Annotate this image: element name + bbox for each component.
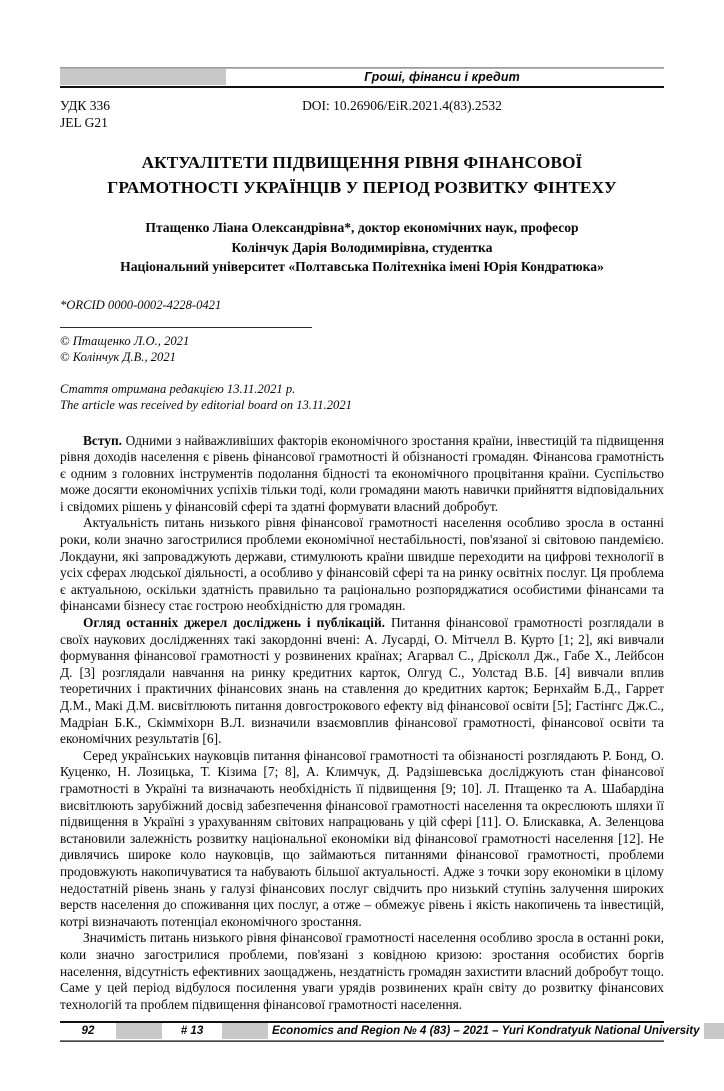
paragraph-text: Питання фінансової грамотності розглядали в своїх наукових дослідженнях такі закордонні вчені: А. Лусарді, О. Мітчелл В. Курто [1; 2], які вивчали формування фінансової грамотності у розвинених країнах; Агарвал С., Дрісколл Дж., Габе Х., Лейбсон Д. [3] розглядали навчання на ринку кредитних карток, Олгуд С., Уолстад В.Б. [4] вивчали вплив теоретичних і практичних фінансових знань на ставлення до кредитних карток; Бернхайм Б.Д., Гаррет Д.М., Макі Д.М. висвітлюють питання довгострокового ефекту від фінансової освіти [5]; Гастінгс Дж.С., Мадріан Б.К., Скімміхорн В.Л. визначили взаємовплив фінансової грамотності, фінансової освіти та економічних результатів [6]. [60,615,664,747]
footer-gray-block-right [704,1023,724,1039]
paragraph-text: Одними з найважливіших факторів економічного зростання країни, інвестицій та підвищення рівня доходів населення є рівень фінансової грамотності й обізнаності громадян. Фінансова грамотність є одним з головних інструментів подолання бідності та економічного процвітання країни. Суспільство може досягти економічних успіхів тільки тоді, коли громадяни мають навички прийняття відповідальних і свідомих рішень у фінансовій сфері та здатні формувати власний добробут. [60,432,664,514]
running-head-body [60,69,664,85]
footer-page-number: 92 [81,1024,95,1037]
footer-body [60,1023,700,1039]
author-block [60,218,664,277]
footer-issue-number: # 13 [180,1024,204,1037]
received-date-uk: Стаття отримана редакцією 13.11.2021 р. [60,381,296,396]
page-title [60,150,664,200]
paragraph-lead-in: Огляд останніх джерел досліджень і публікацій. [83,615,386,631]
author-affiliation: Національний університет «Полтавська Політехніка імені Юрія Кондратюка» [120,259,604,274]
running-head-gray-block [60,69,226,85]
jel-code: JEL G21 [60,114,108,130]
page-footer [60,1021,700,1043]
doi-code[interactable]: DOI: 10.26906/EiR.2021.4(83).2532 [302,98,502,113]
udk-code: УДК 336 [60,98,111,113]
paragraph-lead-in: Вступ. [83,432,123,448]
paragraph-text: Значимість питань низького рівня фінансової грамотності населення особливо зросла в останні роки, коли значно загострилися проблеми, пов'язані з ковідною кризою: зростання особистих боргів населення, відсутність ефективних заощаджень, нездатність громадян захистити власний добробут тощо. Саме у цей період відбулося посилення уваги урядів розвинених країн світу до розвитку фінансових технологій та проблем підвищення фінансової грамотності населення. [60,930,664,1012]
body-paragraph [60,615,664,748]
copyright-line-2: © Колінчук Д.В., 2021 [60,349,176,364]
author-line-1: Птащенко Ліана Олександрівна*, доктор економічних наук, професор [145,220,579,235]
body-paragraph [60,515,664,615]
footer-bottom-rule [60,1040,664,1042]
body-paragraph [60,433,664,516]
article-page [0,67,724,1091]
author-line-2: Колінчук Дарія Володимирівна, студентка [231,239,493,255]
article-title-line-2: ГРАМОТНОСТІ УКРАЇНЦІВ У ПЕРІОД РОЗВИТКУ ФІНТЕХУ [107,178,617,197]
orcid-identifier[interactable]: *ORCID 0000-0002-4228-0421 [60,297,222,312]
footer-gray-block-middle [222,1023,268,1039]
received-block [60,381,664,414]
footer-gray-block-left [116,1023,162,1039]
article-body [60,433,664,1014]
copyright-divider [60,327,312,328]
running-head-title: Гроші, фінанси і кредит [364,70,520,84]
identifier-block [60,98,664,134]
paragraph-text: Серед українських науковців питання фінансової грамотності та обізнаності розглядають Р. Бонд, О. Куценко, Н. Лозицька, Т. Кізима [7; 8], А. Климчук, Д. Радзішевська досліджують стан фінансової грамотності в Україні та визначають необхідність її підвищення [9; 10]. Л. Птащенко та А. Шабардіна висвітлюють зарубіжний досвід забезпечення фінансової грамотності населення та окреслюють шляхи її підвищення в Україні з урахуванням світових напрацювань у цій сфері [11]. О. Блискавка, А. Зеленцова встановили залежність розвитку національної економіки від фінансової грамотності населення [12]. Не дивлячись широке коло науковців, що займаються питаннями фінансової грамотності, проблеми продовжують накопичуватися та набувають більшої актуальності. Адже з точки зору економіки в цілому недостатній рівень знань у галузі фінансових послуг свідчить про низький ступінь залучення широких верств населення до споживання цих послуг, а отже – обмежує рівень і якість накопичень та інвестицій, котрі визначають потенціал економічного зростання. [60,747,664,929]
body-paragraph [60,748,664,931]
article-title-line-1: АКТУАЛІТЕТИ ПІДВИЩЕННЯ РІВНЯ ФІНАНСОВОЇ [141,153,583,172]
paragraph-text: Актуальність питань низького рівня фінансової грамотності населення особливо зросла в останні роки, коли значно загострилися проблеми економічної нестабільності, пов'язаної зі світовою пандемією. Локдауни, які запроваджують держави, стимулюють країни швидше переходити на цифрові технології в усіх сферах людської діяльності, а особливо у фінансовій сфері та на ринку освітніх послуг. Ця проблема є актуальною, оскільки здатність правильно та раціонально розпоряджатися особистими фінансами та фінансами бізнесу стає гострою необхідністю для громадян. [60,515,664,614]
copyright-block [60,333,664,365]
running-head [60,67,664,89]
received-date-en: The article was received by editorial board on 13.11.2021 [60,398,352,412]
copyright-line-1: © Птащенко Л.О., 2021 [60,333,190,348]
body-paragraph [60,930,664,1013]
footer-journal-title: Economics and Region № 4 (83) – 2021 – Yuri Kondratyuk National University [272,1024,700,1037]
running-head-bottom-rule [60,86,664,88]
